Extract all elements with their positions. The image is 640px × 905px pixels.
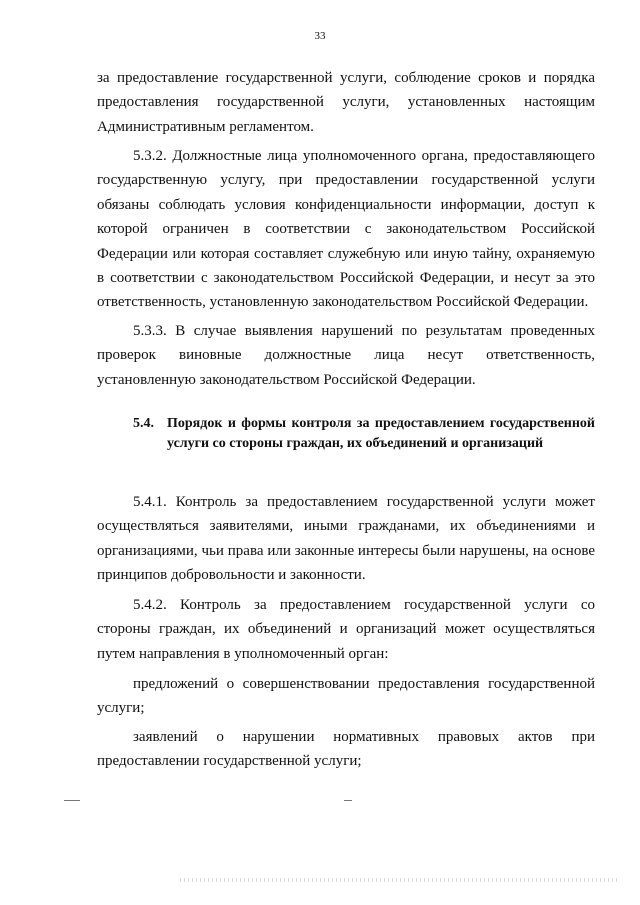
paragraph-5-4-1: 5.4.1. Контроль за предоставлением государственной услуги может осуществляться заявителями, иными гражданами, их объединениями и организациями, чьи права или законные интересы были нарушены, на основе принципов добровольности и законности. [97,494,595,584]
section-heading-5-4 [133,414,595,453]
scan-noise [180,878,620,882]
list-item-proposals: предложений о совершенствовании предоставления государственной услуги; [97,676,595,717]
scan-mark [344,800,352,801]
list-item-complaints: заявлений о нарушении нормативных правовых актов при предоставлении государственной услуги; [97,729,595,770]
paragraph-5-4-2: 5.4.2. Контроль за предоставлением государственной услуги со стороны граждан, их объединений и организаций может осуществляться путем направления в уполномоченный орган: [97,597,595,662]
section-number: 5.4. [133,416,154,431]
section-title: Порядок и формы контроля за предоставлением государственной услуги со стороны граждан, их объединений и организаций [167,416,595,451]
scan-mark [64,800,80,801]
paragraph-intro: за предоставление государственной услуги, соблюдение сроков и порядка предоставления государственной услуги, установленных настоящим Административным регламентом. [97,70,595,135]
page-number: 33 [314,30,326,42]
paragraph-5-3-2: 5.3.2. Должностные лица уполномоченного органа, предоставляющего государственную услугу, при предоставлении государственной услуги обязаны соблюдать условия конфиденциальности информации, доступ к которой ограничен в соответствии с законодательством Российской Федерации или которая составляет служебную или иную тайну, охраняемую в соответствии с законодательством Российской Федерации, и несут за это ответственность, установленную законодательством Российской Федерации. [97,148,595,311]
paragraph-5-3-3: 5.3.3. В случае выявления нарушений по результатам проведенных проверок виновные должностные лица несут ответственность, установленную законодательством Российской Федерации. [97,323,595,388]
